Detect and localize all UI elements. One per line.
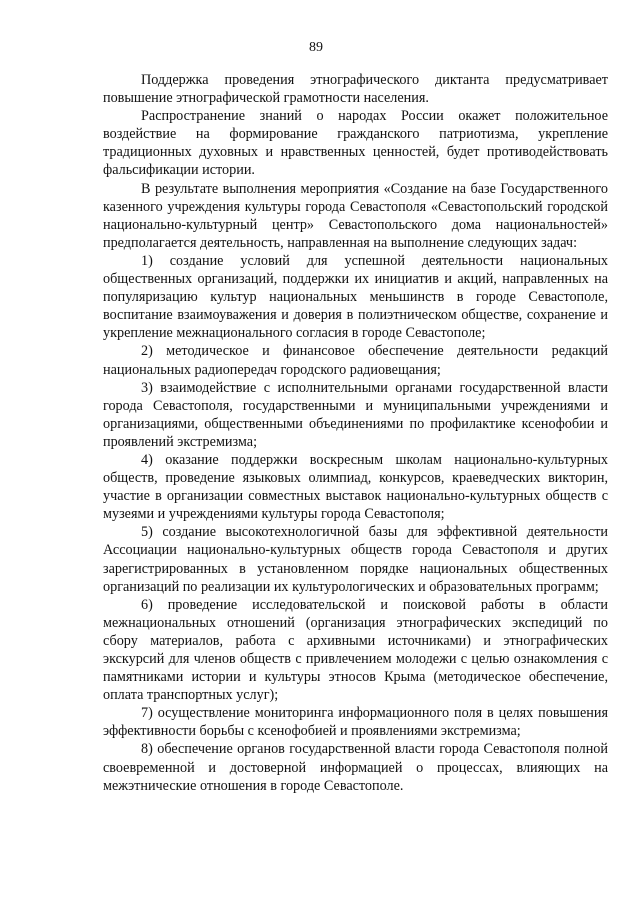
task-item-5: 5) создание высокотехнологичной базы для эффективной деятельности Ассоциации национально-культурных обществ города Севастополя и других зарегистрированных в установленном порядке национальных общественных организаций по реализации их культурологических и образовательных программ; <box>103 524 608 595</box>
task-item-1: 1) создание условий для успешной деятельности национальных общественных организаций, поддержки их инициатив и акций, направленных на популяризацию культур национальных меньшинств в городе Севастополе, воспитание взаимоуважения и доверия в полиэтническом обществе, сохранение и укрепление межнационального согласия в городе Севастополе; <box>103 252 608 342</box>
task-item-2: 2) методическое и финансовое обеспечение деятельности редакций национальных радиопередач городского радиовещания; <box>103 343 608 378</box>
task-item-4: 4) оказание поддержки воскресным школам национально-культурных обществ, проведение языковых олимпиад, конкурсов, краеведческих викторин, участие в организации совместных выставок национально-культурных обществ с музеями и учреждениями культуры города Севастополя; <box>103 451 608 523</box>
document-body <box>103 71 608 795</box>
task-item-3: 3) взаимодействие с исполнительными органами государственной власти города Севастополя, государственными и муниципальными учреждениями и организациями, общественными объединениями по профилактике ксенофобии и проявлений экстремизма; <box>103 379 608 450</box>
paragraph-knowledge-dissemination: Распространение знаний о народах России окажет положительное воздействие на формирование гражданского патриотизма, укрепление традиционных духовных и нравственных ценностей, будет противодействовать фальсификации истории. <box>103 108 608 179</box>
task-item-6: 6) проведение исследовательской и поисковой работы в области межнациональных отношений (организация этнографических экспедиций по сбору материалов, работа с архивными источниками) и этнографических экскурсий для членов обществ с привлечением молодежи с целью ознакомления с памятниками истории и культуры этносов Крыма (методическое обеспечение, оплата транспортных услуг); <box>103 596 608 704</box>
task-item-7: 7) осуществление мониторинга информационного поля в целях повышения эффективности борьбы с ксенофобией и проявлениями экстремизма; <box>103 705 608 740</box>
page-number: 89 <box>309 40 323 55</box>
paragraph-ethnographic-dictation: Поддержка проведения этнографического диктанта предусматривает повышение этнографической грамотности населения. <box>103 72 608 107</box>
task-item-8: 8) обеспечение органов государственной власти города Севастополя полной своевременной и достоверной информацией о процессах, влияющих на межэтнические отношения в городе Севастополе. <box>103 741 608 794</box>
paragraph-measure-result: В результате выполнения мероприятия «Создание на базе Государственного казенного учреждения культуры города Севастополя «Севастопольский городской национально-культурный центр» Севастопольского дома национальностей» предполагается деятельность, направленная на выполнение следующих задач: <box>103 180 608 251</box>
